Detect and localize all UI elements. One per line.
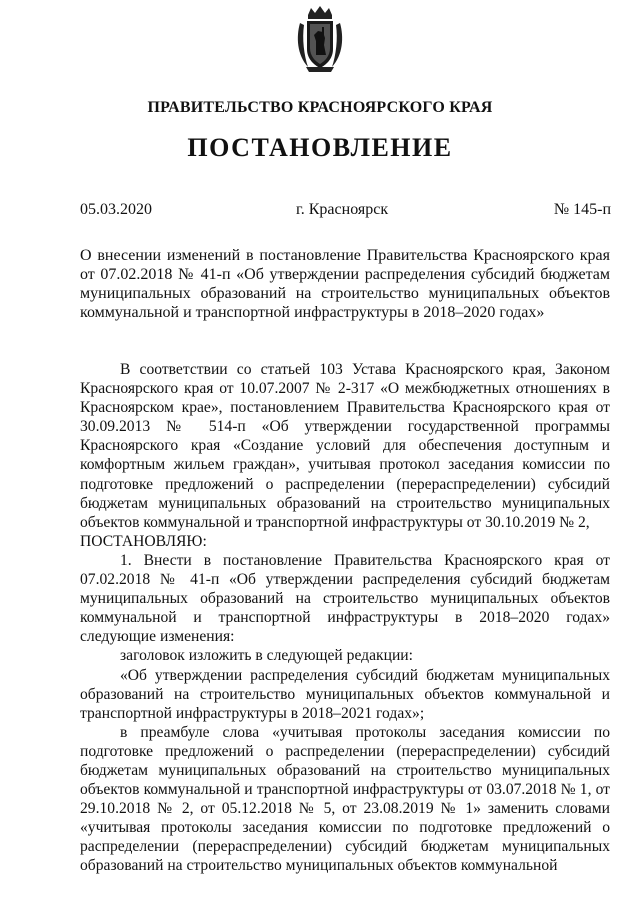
body-paragraph-preamble: В соответствии со статьей 103 Устава Красноярского края, Законом Красноярского края от 10.07.2007 № 2-317 «О межбюджетных отношениях в Красноярском крае», постановлением Правительства Красноярского края от 30.09.2013 № 514-п «Об утверждении государственной программы Красноярского края «Создание условий для обеспечения доступным и комфортным жильем граждан», учитывая протокол заседания комиссии по подготовке предложений о распределении (перераспределении) субсидий бюджетам муниципальных образований на строительство муниципальных объектов коммунальной и транспортной инфраструктуры от 30.10.2019 № 2, <box>80 361 610 531</box>
body-paragraph-decree: ПОСТАНОВЛЯЮ: <box>80 532 207 550</box>
government-title: ПРАВИТЕЛЬСТВО КРАСНОЯРСКОГО КРАЯ <box>147 99 493 116</box>
document-type-title: ПОСТАНОВЛЕНИЕ <box>187 133 453 162</box>
body-paragraph-title-change: заголовок изложить в следующей редакции: <box>120 647 413 665</box>
body-paragraph-item-1: 1. Внести в постановление Правительства Красноярского края от 07.02.2018 № 41-п «Об утверждении распределения субсидий бюджетам муниципальных образований на строительство муниципальных объектов коммунальной и транспортной инфраструктуры в 2018–2020 годах» следующие изменения: <box>80 551 610 646</box>
coat-of-arms-icon <box>294 5 346 75</box>
document-city: г. Красноярск <box>296 201 389 218</box>
document-subject: О внесении изменений в постановление Правительства Красноярского края от 07.02.2018 № 41-п «Об утверждении распределения субсидий бюджетам муниципальных образований на строительство муниципальных объектов коммунальной и транспортной инфраструктуры в 2018–2020 годах» <box>80 247 610 321</box>
body-paragraph-new-title: «Об утверждении распределения субсидий бюджетам муниципальных образований на строительство муниципальных объектов коммунальной и транспортной инфраструктуры в 2018–2021 годах»; <box>80 666 610 722</box>
body-paragraph-preamble-change: в преамбуле слова «учитывая протоколы заседания комиссии по подготовке предложений о распределении (перераспределении) субсидий бюджетам муниципальных образований на строительство муниципальных объектов коммунальной и транспортной инфраструктуры от 03.07.2018 № 1, от 29.10.2018 № 2, от 05.12.2018 № 5, от 23.08.2019 № 1» заменить словами «учитывая протоколы заседания комиссии по подготовке предложений о распределении (перераспределении) субсидий бюджетам муниципальных образований на строительство муниципальных объектов коммунальной <box>80 723 610 875</box>
document-date: 05.03.2020 <box>80 201 152 218</box>
document-number: № 145-п <box>553 201 611 218</box>
document-body <box>80 360 610 876</box>
